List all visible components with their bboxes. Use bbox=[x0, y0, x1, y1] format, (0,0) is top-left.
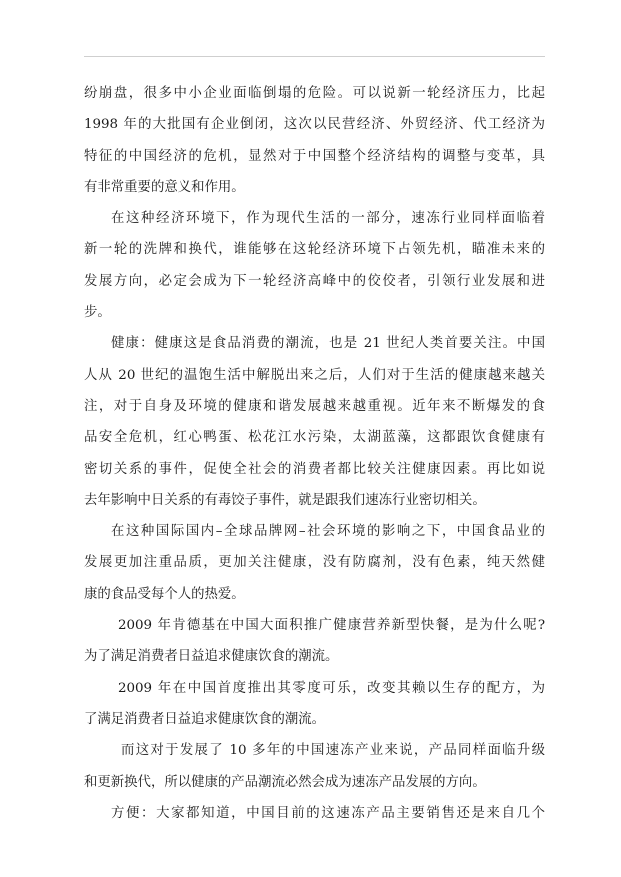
paragraph bbox=[84, 735, 545, 798]
text-line: 在这种经济环境下，作为现代生活的一部分，速冻行业同样面临着 bbox=[111, 211, 545, 227]
text-line: 和更新换代，所以健康的产品潮流必然会成为速冻产品发展的方向。 bbox=[84, 774, 486, 790]
header-rule bbox=[84, 56, 545, 57]
text-line: 健康：健康这是食品消费的潮流，也是 21 世纪人类首要关注。中国 bbox=[111, 336, 545, 352]
document-body bbox=[84, 78, 545, 829]
text-line: 2009 年在中国首度推出其零度可乐，改变其赖以生存的配方，为 bbox=[118, 680, 545, 696]
text-line: 人从 20 世纪的温饱生活中解脱出来之后，人们对于生活的健康越来越关 bbox=[84, 367, 545, 383]
text-line: 在这种国际国内–全球品牌网–社会环境的影响之下，中国食品业的 bbox=[111, 524, 545, 540]
text-line: 去年影响中日关系的有毒饺子事件，就是跟我们速冻行业密切相关。 bbox=[84, 492, 486, 508]
text-line: 步。 bbox=[84, 305, 111, 321]
paragraph bbox=[84, 78, 545, 203]
text-line: 特征的中国经济的危机，显然对于中国整个经济结构的调整与变革，具 bbox=[84, 148, 545, 164]
paragraph bbox=[84, 673, 545, 736]
text-line: 发展方向，必定会成为下一轮经济高峰中的佼佼者，引领行业发展和进 bbox=[84, 273, 545, 289]
text-line: 品安全危机，红心鸭蛋、松花江水污染，太湖蓝藻，这都跟饮食健康有 bbox=[84, 430, 545, 446]
text-line: 密切关系的事件，促使全社会的消费者都比较关注健康因素。再比如说 bbox=[84, 461, 545, 477]
paragraph bbox=[84, 610, 545, 673]
text-line: 有非常重要的意义和作用。 bbox=[84, 179, 245, 195]
text-line: 了满足消费者日益追求健康饮食的潮流。 bbox=[84, 711, 326, 727]
paragraph bbox=[84, 516, 545, 610]
paragraph bbox=[84, 203, 545, 328]
text-line: 纷崩盘，很多中小企业面临倒塌的危险。可以说新一轮经济压力，比起 bbox=[84, 86, 545, 101]
text-line: 1998 年的大批国有企业倒闭，这次以民营经济、外贸经济、代工经济为 bbox=[84, 117, 545, 133]
text-line: 方便：大家都知道，中国目前的这速冻产品主要销售还是来自几个 bbox=[111, 805, 545, 821]
paragraph bbox=[84, 328, 545, 516]
text-line: 而这对于发展了 10 多年的中国速冻产业来说，产品同样面临升级 bbox=[121, 743, 545, 759]
text-line: 为了满足消费者日益追求健康饮食的潮流。 bbox=[84, 649, 339, 665]
text-line: 康的食品受每个人的热爱。 bbox=[84, 586, 245, 602]
paragraph bbox=[84, 798, 545, 829]
text-line: 发展更加注重品质，更加关注健康，没有防腐剂，没有色素，纯天然健 bbox=[84, 555, 545, 571]
text-line: 新一轮的洗牌和换代，谁能够在这轮经济环境下占领先机，瞄准未来的 bbox=[84, 242, 545, 258]
text-line: 注，对于自身及环境的健康和谐发展越来越重视。近年来不断爆发的食 bbox=[84, 398, 545, 414]
text-line: 2009 年肯德基在中国大面积推广健康营养新型快餐，是为什么呢? bbox=[118, 618, 545, 634]
